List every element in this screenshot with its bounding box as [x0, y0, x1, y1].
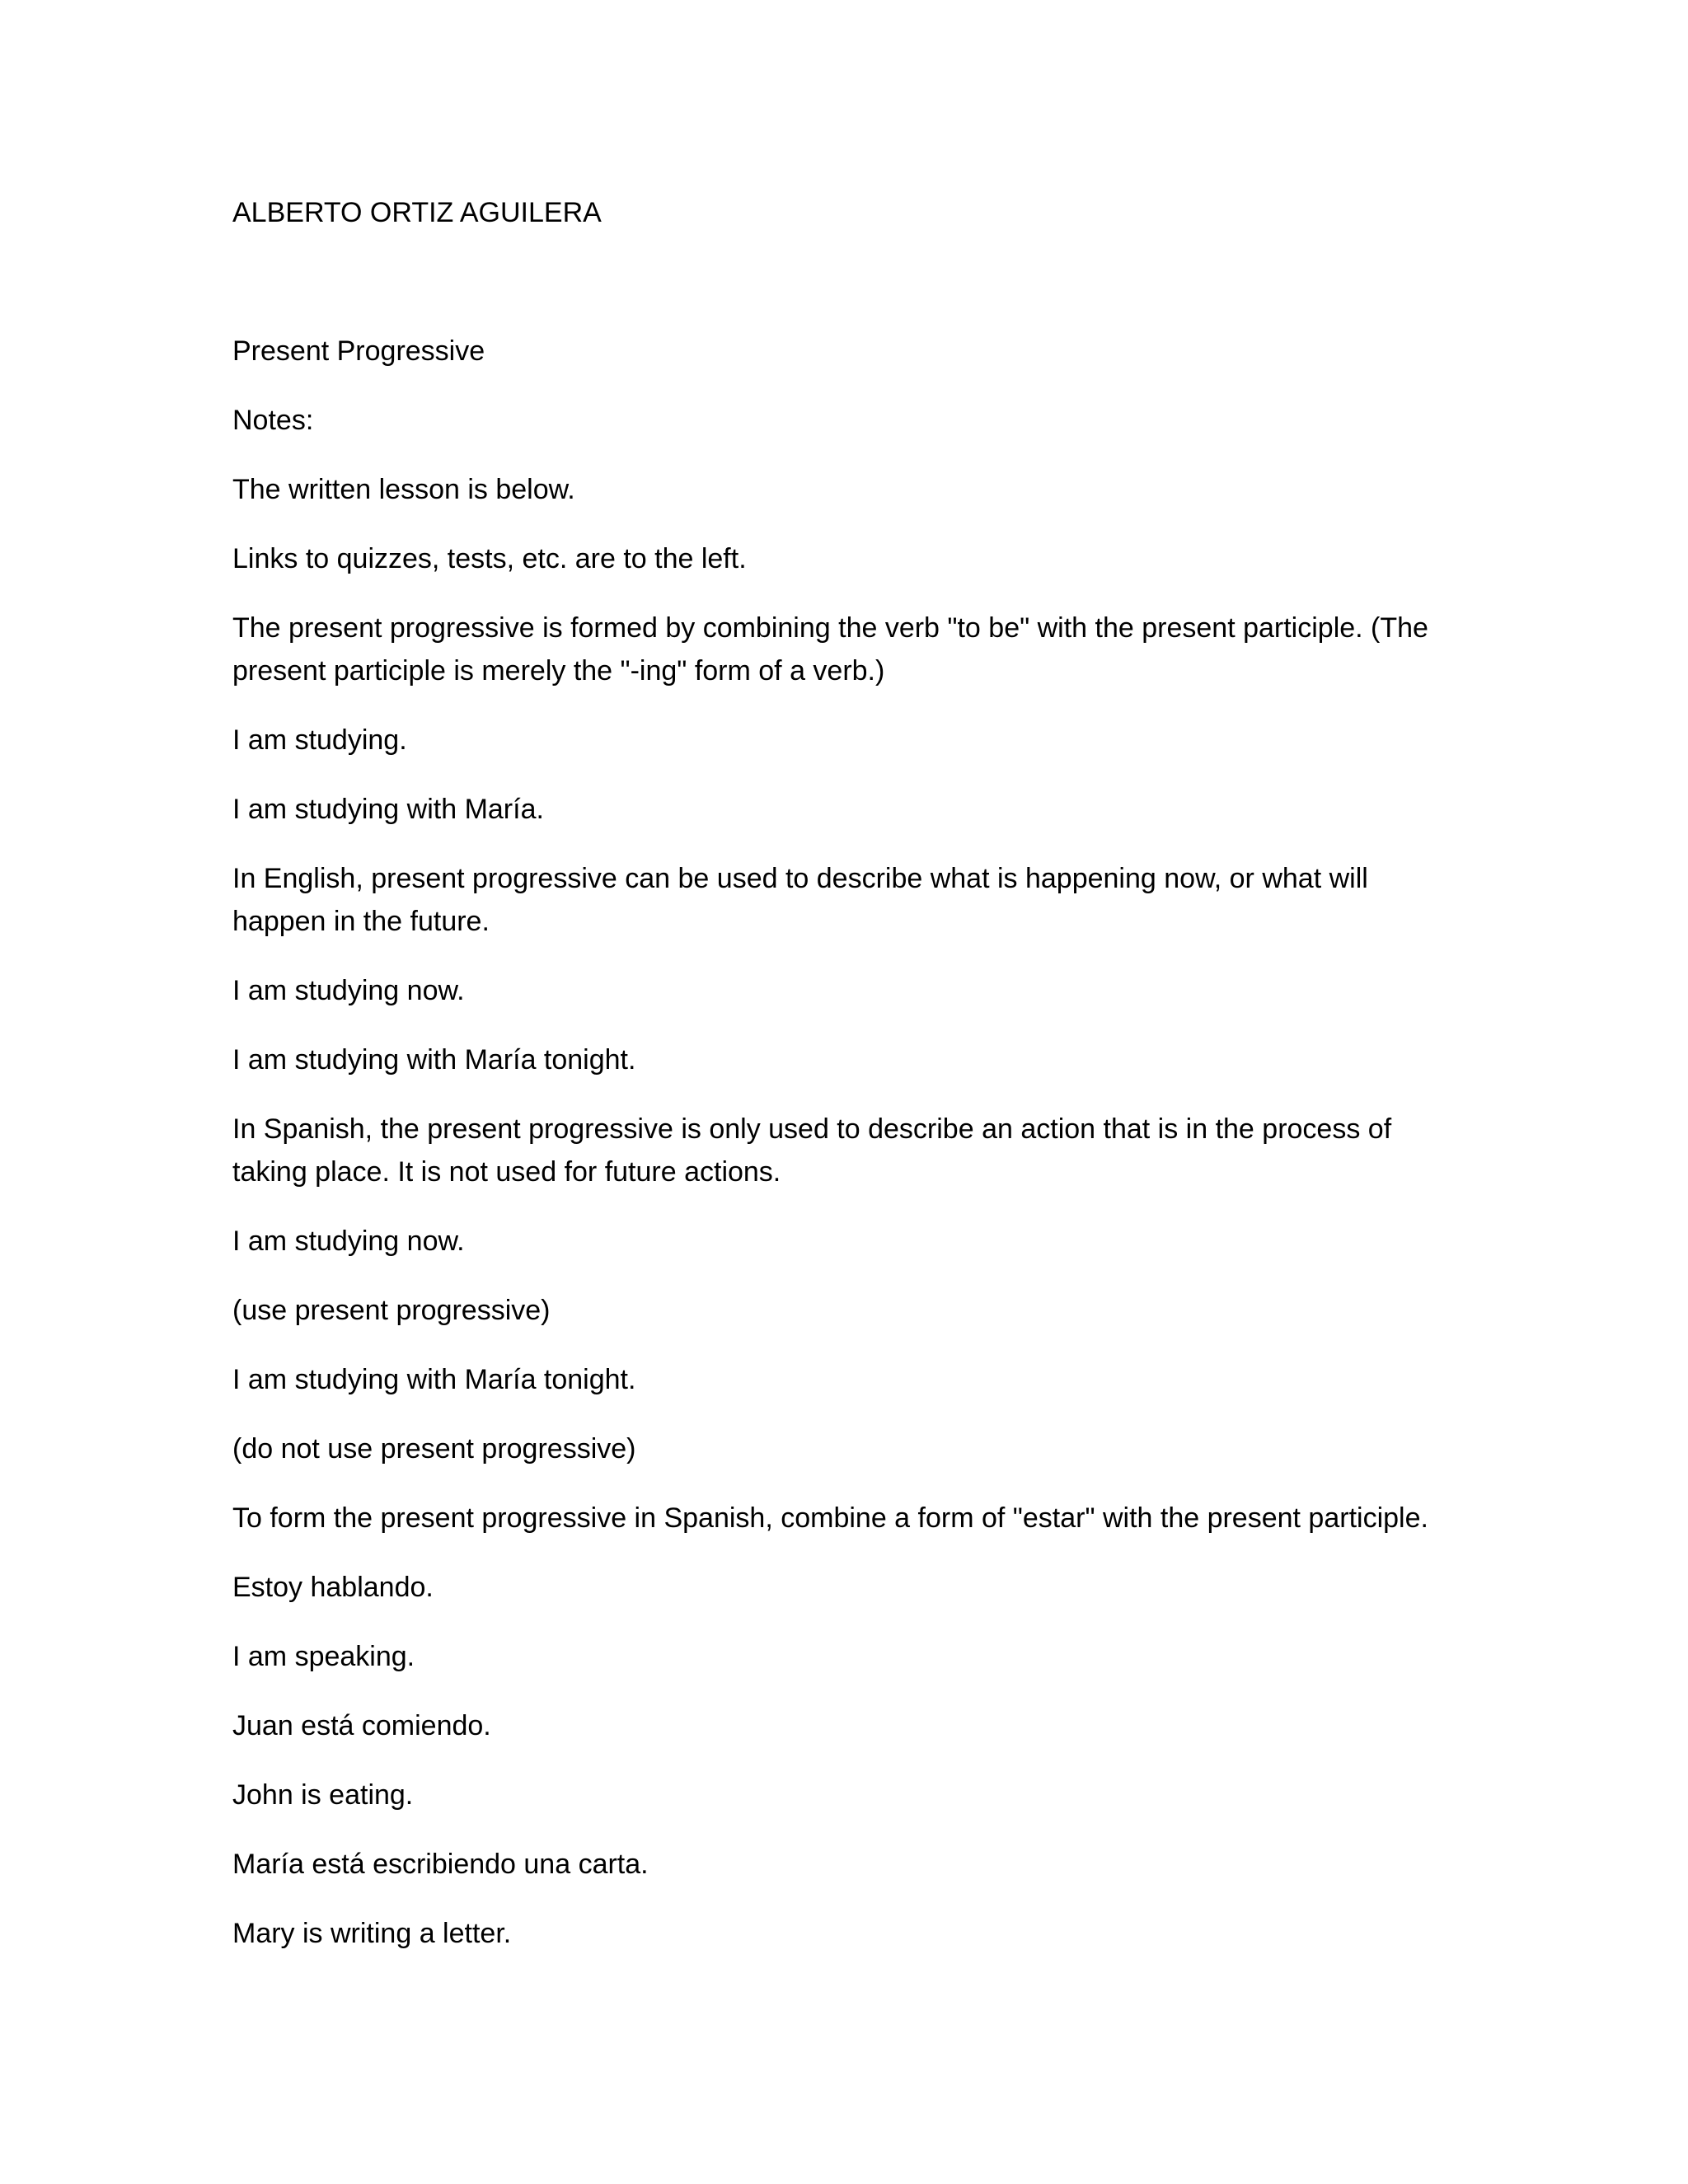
- paragraph: The written lesson is below.: [232, 474, 575, 505]
- spanish-example: Estoy hablando.: [232, 1572, 434, 1603]
- usage-note: (do not use present progressive): [232, 1433, 636, 1465]
- english-translation: I am speaking.: [232, 1641, 415, 1672]
- english-translation: Mary is writing a letter.: [232, 1918, 512, 1949]
- example-sentence: I am studying now.: [232, 1226, 465, 1257]
- lesson-title: Present Progressive: [232, 335, 485, 367]
- paragraph: In Spanish, the present progressive is only used to describe an action that is in the process of taking place. It is not used for future actions.: [232, 1113, 1392, 1188]
- english-translation: John is eating.: [232, 1779, 414, 1811]
- paragraph: Notes:: [232, 405, 314, 436]
- example-sentence: I am studying.: [232, 724, 407, 756]
- example-sentence: I am studying with María.: [232, 794, 544, 825]
- example-sentence: I am studying with María tonight.: [232, 1364, 636, 1395]
- paragraph: Links to quizzes, tests, etc. are to the left.: [232, 543, 747, 574]
- paragraph: The present progressive is formed by combining the verb "to be" with the present participle. (The present participle is merely the "-ing" form of a verb.): [232, 612, 1428, 687]
- spanish-example: María está escribiendo una carta.: [232, 1849, 649, 1880]
- example-sentence: I am studying with María tonight.: [232, 1044, 636, 1076]
- example-sentence: I am studying now.: [232, 975, 465, 1006]
- usage-note: (use present progressive): [232, 1295, 551, 1326]
- paragraph: In English, present progressive can be used to describe what is happening now, or what will happen in the future.: [232, 863, 1368, 937]
- author-name: ALBERTO ORTIZ AGUILERA: [232, 197, 602, 228]
- paragraph: To form the present progressive in Spanish, combine a form of "estar" with the present participle.: [232, 1502, 1428, 1534]
- spanish-example: Juan está comiendo.: [232, 1710, 491, 1741]
- document-body: [232, 191, 1469, 1981]
